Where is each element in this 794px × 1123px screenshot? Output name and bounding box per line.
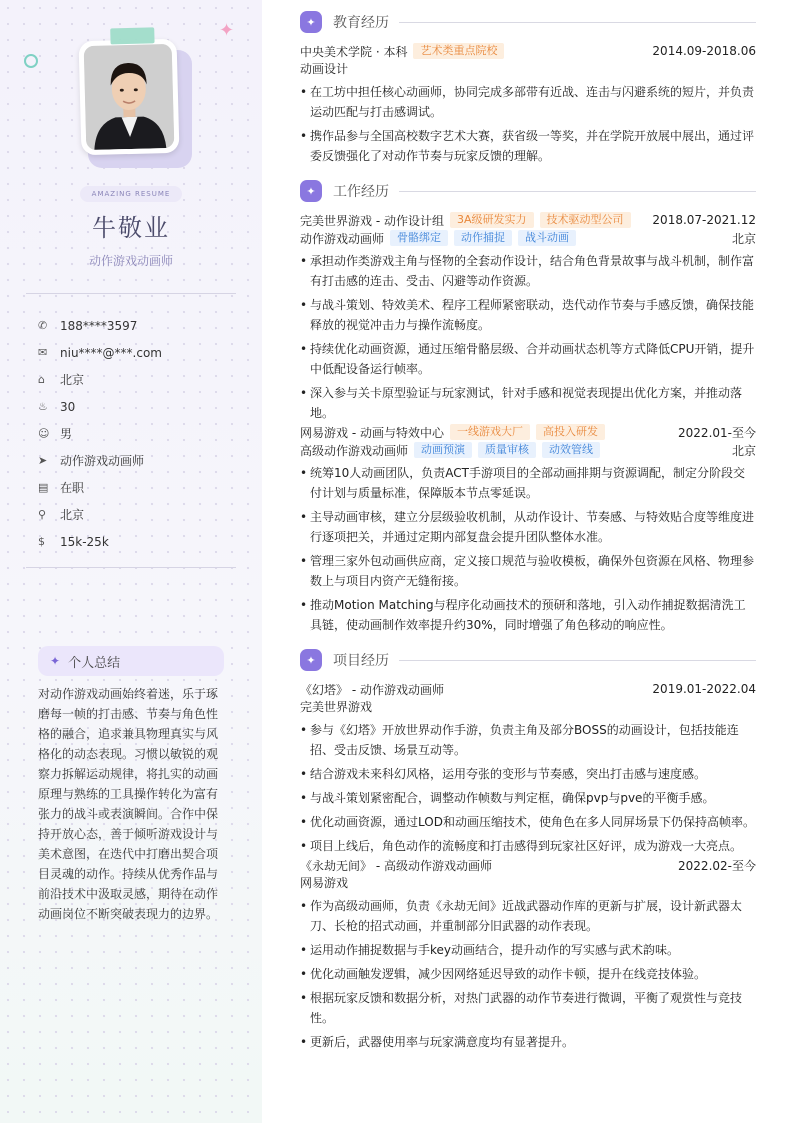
list-item: • 优化动画资源，通过LOD和动画压缩技术，使角色在多人同屏场景下仍保持高帧率。 bbox=[300, 812, 756, 832]
list-item: • 优化动画触发逻辑，减少因网络延迟导致的动作卡顿，提升在线竞技体验。 bbox=[300, 964, 756, 984]
list-item: • 更新后，武器使用率与玩家满意度均有显著提升。 bbox=[300, 1032, 756, 1052]
info-text: 北京 bbox=[60, 373, 85, 387]
project-name: 《永劫无间》 - 高级动作游戏动画师 bbox=[300, 858, 492, 873]
job-entry bbox=[300, 423, 756, 639]
info-item-gender bbox=[38, 420, 162, 447]
date-range: 2019.01-2022.04 bbox=[652, 682, 756, 696]
candidate-name: 牛敬业 bbox=[92, 214, 170, 242]
list-item: • 根据玩家反馈和数据分析，对热门武器的动作节奏进行微调，平衡了观赏性与竞技性。 bbox=[300, 988, 756, 1028]
info-item-target-role bbox=[38, 447, 162, 474]
skill-tag: 动效管线 bbox=[542, 442, 600, 458]
divider bbox=[26, 293, 236, 294]
company-tag: 高投入研发 bbox=[536, 424, 605, 440]
sidebar bbox=[0, 0, 262, 1123]
section-rule bbox=[399, 191, 756, 192]
project-entry bbox=[300, 856, 756, 1056]
education-entry bbox=[300, 42, 756, 170]
list-item: • 作为高级动画师，负责《永劫无间》近战武器动作库的更新与扩展，设计新武器太刀、长枪的招式动画，并重制部分旧武器的动作表现。 bbox=[300, 896, 756, 936]
section-rule bbox=[399, 22, 756, 23]
bullet-list bbox=[300, 463, 756, 635]
city: 北京 bbox=[731, 443, 756, 458]
info-item-hometown bbox=[38, 366, 162, 393]
location-icon: ⚲ bbox=[38, 508, 47, 521]
info-text: 北京 bbox=[60, 508, 85, 522]
list-item: • 管理三家外包动画供应商，定义接口规范与验收模板，确保外包资源在风格、物理参数上与项目内资产无缝衔接。 bbox=[300, 551, 756, 591]
date-range: 2022.01-至今 bbox=[678, 425, 756, 440]
sparkle-icon: ✦ bbox=[219, 20, 235, 41]
section-title: 项目经历 bbox=[333, 653, 389, 669]
company-name: 完美世界游戏 - 动作设计组 bbox=[300, 213, 444, 228]
summary-text: 对动作游戏动画始终着迷，乐于琢磨每一帧的打击感、节奏与角色性格的融合，追求兼具物理真实与风格化的动态表现。习惯以敏锐的观察力拆解运动规律，将扎实的动画原理与熟练的工具操作转化为富有张力的战斗或表演瞬间。合作中保持开放心态，善于倾听游戏设计与美术意图，在迭代中打磨出契合项目灵魂的动作。持续从优秀作品与前沿技术中汲取灵感，期待在动作动画岗位不断突破表现力的边界。 bbox=[38, 687, 219, 921]
position-title: 动作游戏动画师 bbox=[300, 231, 385, 246]
home-icon: ⌂ bbox=[38, 373, 45, 386]
section-header-education bbox=[300, 10, 756, 34]
info-item-status bbox=[38, 474, 162, 501]
date-range: 2014.09-2018.06 bbox=[652, 44, 756, 58]
candidate-role: 动作游戏动画师 bbox=[88, 254, 173, 268]
company-name: 网易游戏 - 动画与特效中心 bbox=[300, 425, 444, 440]
info-text: 动作游戏动画师 bbox=[60, 454, 145, 468]
school-tag: 艺术类重点院校 bbox=[413, 43, 504, 59]
section-title: 教育经历 bbox=[333, 15, 389, 31]
contact-info-list bbox=[38, 312, 162, 555]
bullet-list bbox=[300, 896, 756, 1052]
school-name: 中央美术学院 · 本科 bbox=[300, 44, 408, 59]
skill-tag: 战斗动画 bbox=[518, 230, 576, 246]
info-item-age bbox=[38, 393, 162, 420]
list-item: • 在工坊中担任核心动画师，协同完成多部带有近战、连击与闪避系统的短片，并负责运动匹配与打击感调试。 bbox=[300, 82, 756, 122]
skill-tag: 动画预演 bbox=[414, 442, 472, 458]
section-rule bbox=[399, 660, 756, 661]
company-tag: 3A级研发实力 bbox=[450, 212, 534, 228]
list-item: • 深入参与关卡原型验证与玩家测试，针对手感和视觉表现提出优化方案，并推动落地。 bbox=[300, 383, 756, 423]
project-name: 《幻塔》 - 动作游戏动画师 bbox=[300, 682, 444, 697]
mail-icon: ✉ bbox=[38, 346, 48, 359]
city: 北京 bbox=[731, 231, 756, 246]
info-text: 男 bbox=[60, 427, 73, 441]
project-company: 完美世界游戏 bbox=[300, 700, 373, 714]
date-range: 2022.02-至今 bbox=[678, 858, 756, 873]
info-text: 188****3597 bbox=[60, 318, 138, 333]
major: 动画设计 bbox=[300, 62, 349, 76]
list-item: • 参与《幻塔》开放世界动作手游，负责主角及部分BOSS的动画设计，包括技能连招、受击反馈、场景互动等。 bbox=[300, 720, 756, 760]
job-entry bbox=[300, 211, 756, 427]
info-text: niu****@***.com bbox=[60, 345, 162, 360]
resume-badge: AMAZING RESUME bbox=[80, 186, 182, 202]
phone-icon: ✆ bbox=[38, 319, 48, 332]
sparkle-icon: ✦ bbox=[300, 11, 322, 33]
summary-header bbox=[38, 646, 224, 676]
info-item-salary bbox=[38, 528, 162, 555]
info-item-phone bbox=[38, 312, 162, 339]
list-item: • 携作品参与全国高校数字艺术大赛，获省级一等奖，并在学院开放展中展出，通过评委反馈强化了对动作节奏与玩家反馈的理解。 bbox=[300, 126, 756, 166]
info-text: 30 bbox=[60, 399, 76, 414]
bullet-list bbox=[300, 82, 756, 166]
list-item: • 持续优化动画资源，通过压缩骨骼层级、合并动画状态机等方式降低CPU开销，提升中低配设备运行帧率。 bbox=[300, 339, 756, 379]
list-item: • 推动Motion Matching与程序化动画技术的预研和落地，引入动作捕捉数据清洗工具链，使动画制作效率提升约30%，同时增强了角色移动的响应性。 bbox=[300, 595, 756, 635]
list-item: • 与战斗策划、特效美术、程序工程师紧密联动，迭代动作节奏与手感反馈，确保技能释放的视觉冲击力与操作流畅度。 bbox=[300, 295, 756, 335]
skill-tag: 骨骼绑定 bbox=[390, 230, 448, 246]
list-item: • 运用动作捕捉数据与手key动画结合，提升动作的写实感与武术韵味。 bbox=[300, 940, 756, 960]
info-text: 在职 bbox=[60, 481, 85, 495]
list-item: • 项目上线后，角色动作的流畅度和打击感得到玩家社区好评，成为游戏一大亮点。 bbox=[300, 836, 756, 856]
cake-icon: ♨ bbox=[38, 400, 48, 413]
list-item: • 与战斗策划紧密配合，调整动作帧数与判定框，确保pvp与pve的平衡手感。 bbox=[300, 788, 756, 808]
sparkle-icon: ✦ bbox=[300, 180, 322, 202]
list-item: • 主导动画审核，建立分层级验收机制，从动作设计、节奏感、与特效贴合度等维度进行逐项把关，并通过定期内部复盘会提升团队整体水准。 bbox=[300, 507, 756, 547]
briefcase-icon: ▤ bbox=[38, 481, 49, 494]
sparkle-icon: ✦ bbox=[300, 649, 322, 671]
info-item-location bbox=[38, 501, 162, 528]
section-header-work bbox=[300, 179, 756, 203]
info-text: 15k-25k bbox=[60, 534, 109, 549]
summary-title: 个人总结 bbox=[68, 655, 121, 671]
ring-decoration bbox=[24, 54, 38, 68]
list-item: • 承担动作类游戏主角与怪物的全套动作设计，结合角色背景故事与战斗机制，制作富有打击感的连击、受击、闪避等动作资源。 bbox=[300, 251, 756, 291]
gender-icon: ☺ bbox=[38, 427, 50, 440]
avatar bbox=[84, 44, 175, 150]
money-icon: $ bbox=[38, 535, 45, 548]
bullet-list bbox=[300, 720, 756, 856]
project-company: 网易游戏 bbox=[300, 876, 349, 890]
company-tag: 一线游戏大厂 bbox=[450, 424, 530, 440]
section-header-projects bbox=[300, 648, 756, 672]
date-range: 2018.07-2021.12 bbox=[652, 213, 756, 227]
company-tag: 技术驱动型公司 bbox=[540, 212, 631, 228]
tape-decoration bbox=[110, 27, 154, 44]
profile-photo bbox=[80, 40, 184, 158]
project-entry bbox=[300, 680, 756, 860]
list-item: • 统筹10人动画团队，负责ACT手游项目的全部动画排期与资源调配，制定分阶段交付计划与质量标准，保障版本节点零延误。 bbox=[300, 463, 756, 503]
list-item: • 结合游戏未来科幻风格，运用夸张的变形与节奏感，突出打击感与速度感。 bbox=[300, 764, 756, 784]
skill-tag: 动作捕捉 bbox=[454, 230, 512, 246]
skill-tag: 质量审核 bbox=[478, 442, 536, 458]
info-item-email bbox=[38, 339, 162, 366]
bullet-list bbox=[300, 251, 756, 423]
position-title: 高级动作游戏动画师 bbox=[300, 443, 409, 458]
sparkle-icon: ✦ bbox=[50, 654, 61, 668]
divider bbox=[26, 567, 236, 568]
send-icon: ➤ bbox=[38, 454, 48, 467]
section-title: 工作经历 bbox=[333, 184, 389, 200]
